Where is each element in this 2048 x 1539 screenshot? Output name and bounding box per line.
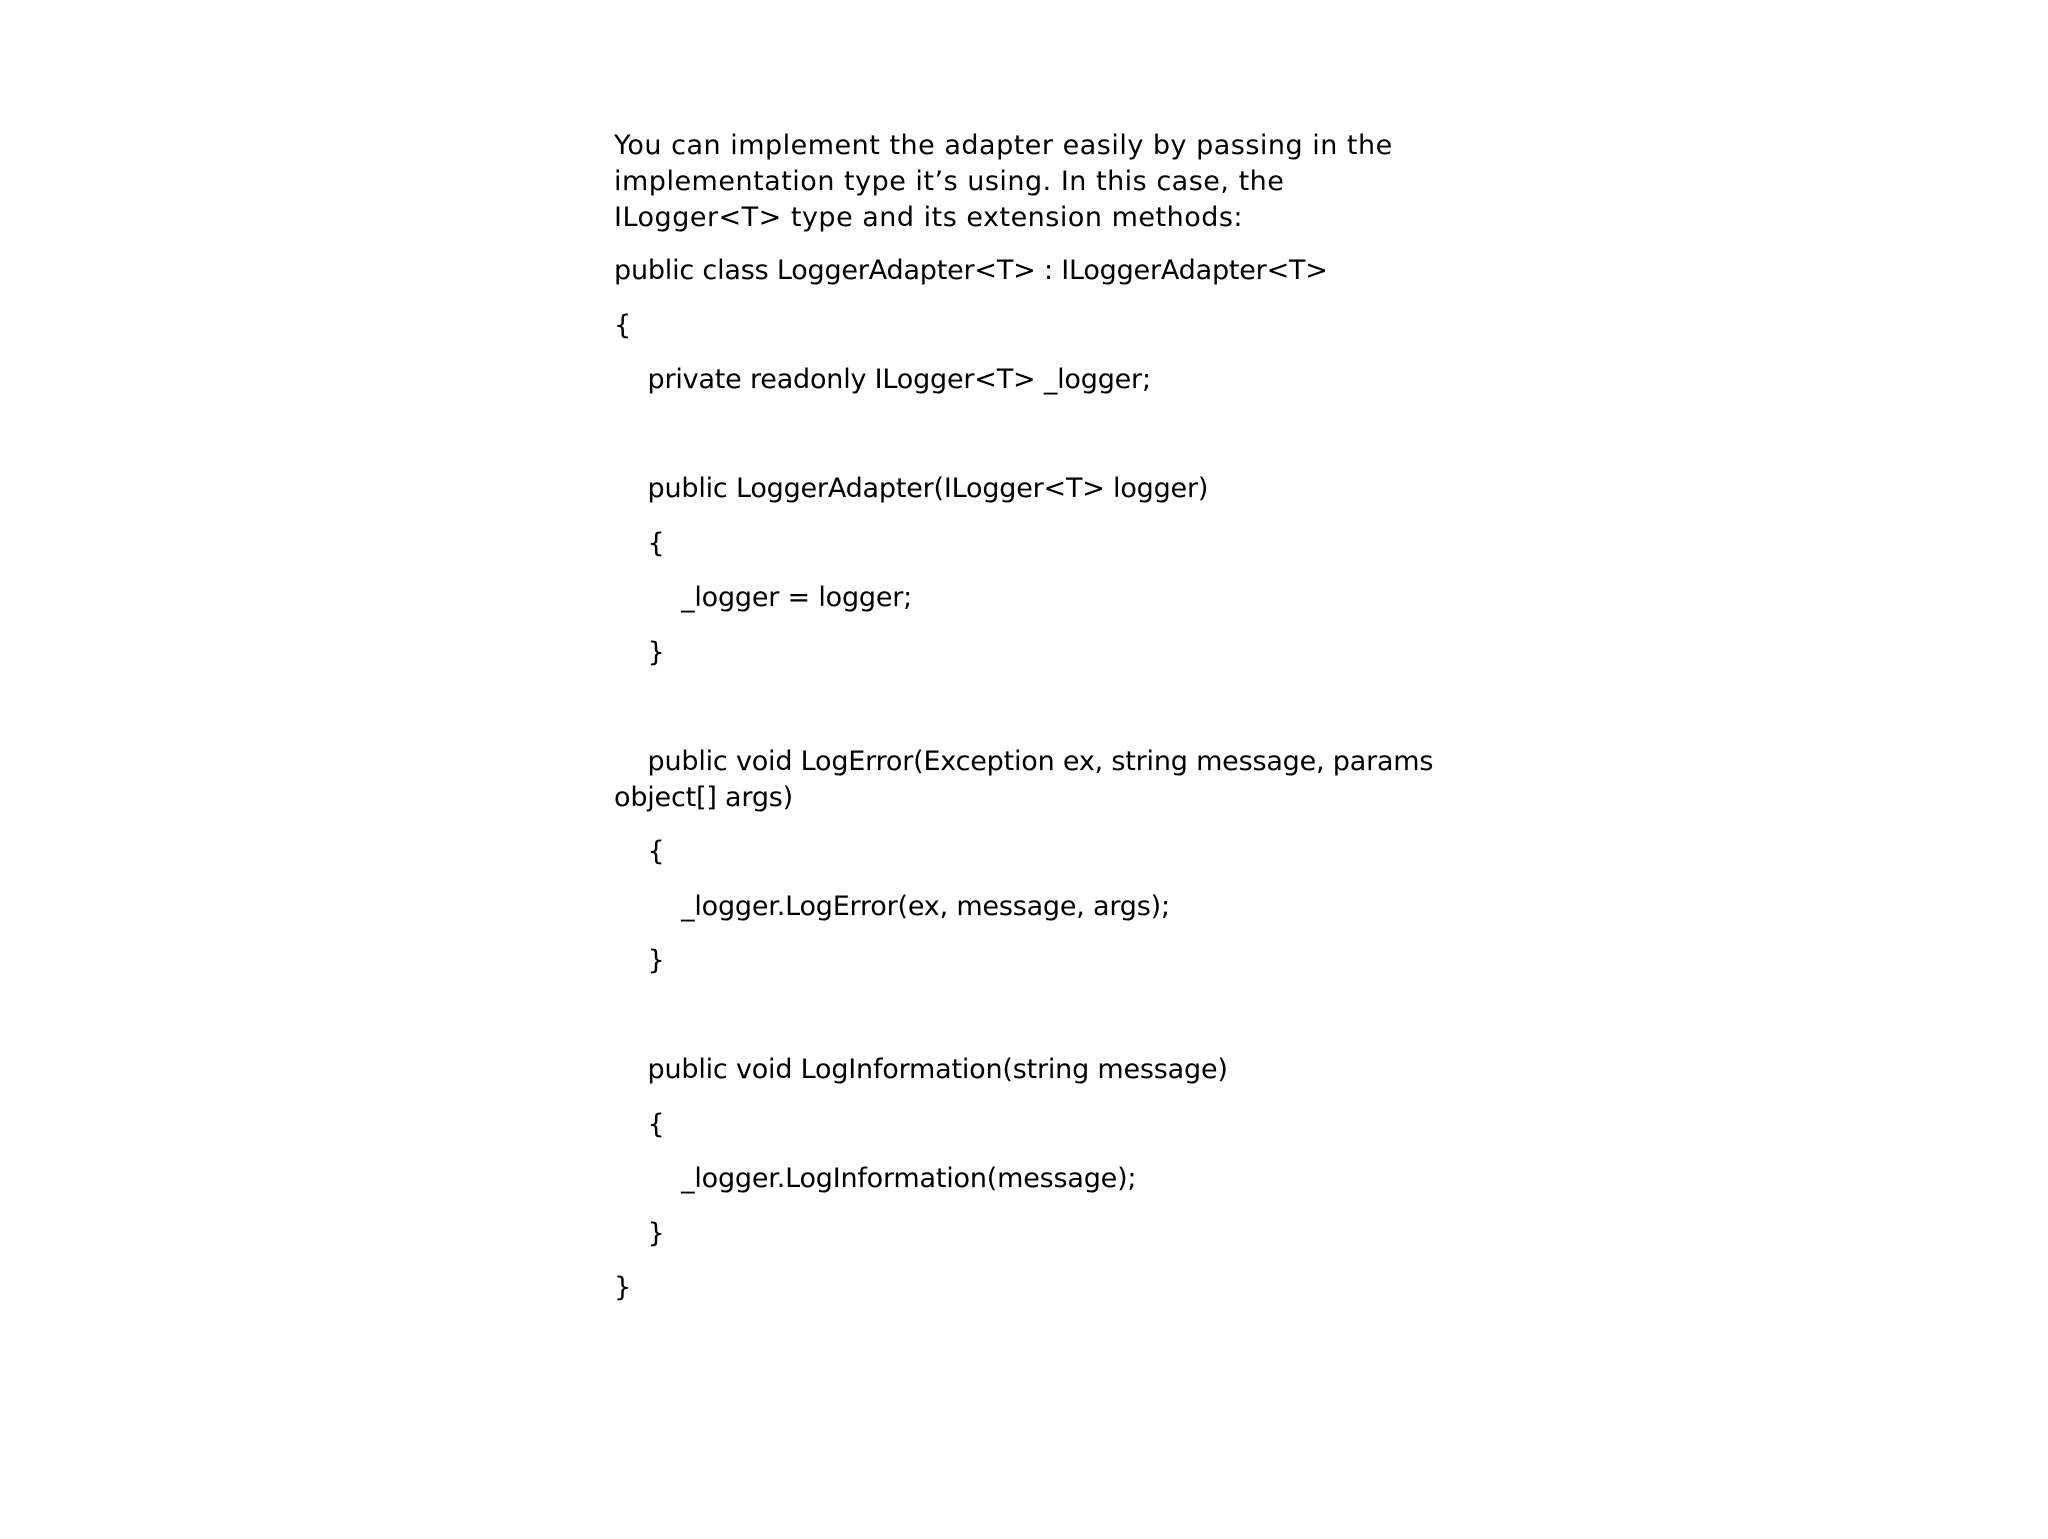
code-block — [614, 253, 1442, 1325]
code-line: { — [614, 309, 631, 341]
code-line: public void LogInformation(string message) — [614, 1054, 1228, 1085]
code-line: } — [614, 1272, 631, 1303]
code-line — [614, 689, 1434, 744]
code-line: { — [614, 1108, 665, 1140]
code-line — [614, 998, 1434, 1053]
code-line: public class LoggerAdapter<T> : ILoggerAdapter<T> — [614, 255, 1328, 286]
code-line — [614, 417, 1434, 472]
code-line: public void LogError(Exception ex, string message, params object[] args) — [614, 745, 1442, 813]
code-line: { — [614, 836, 665, 867]
code-line: } — [614, 636, 665, 668]
code-line: _logger.LogInformation(message); — [614, 1163, 1137, 1194]
code-line: public LoggerAdapter(ILogger<T> logger) — [614, 473, 1209, 504]
intro-paragraph: You can implement the adapter easily by passing in the implementation type it’s using. In this case, the ILogger<T> type and its extension methods: — [614, 130, 1393, 233]
code-line: private readonly ILogger<T> _logger; — [614, 364, 1151, 395]
code-line: _logger.LogError(ex, message, args); — [614, 890, 1170, 922]
document-page — [614, 128, 1442, 1325]
code-line: { — [614, 527, 665, 559]
code-line: } — [614, 945, 665, 976]
code-line: _logger = logger; — [614, 582, 913, 613]
code-line: } — [614, 1217, 665, 1249]
